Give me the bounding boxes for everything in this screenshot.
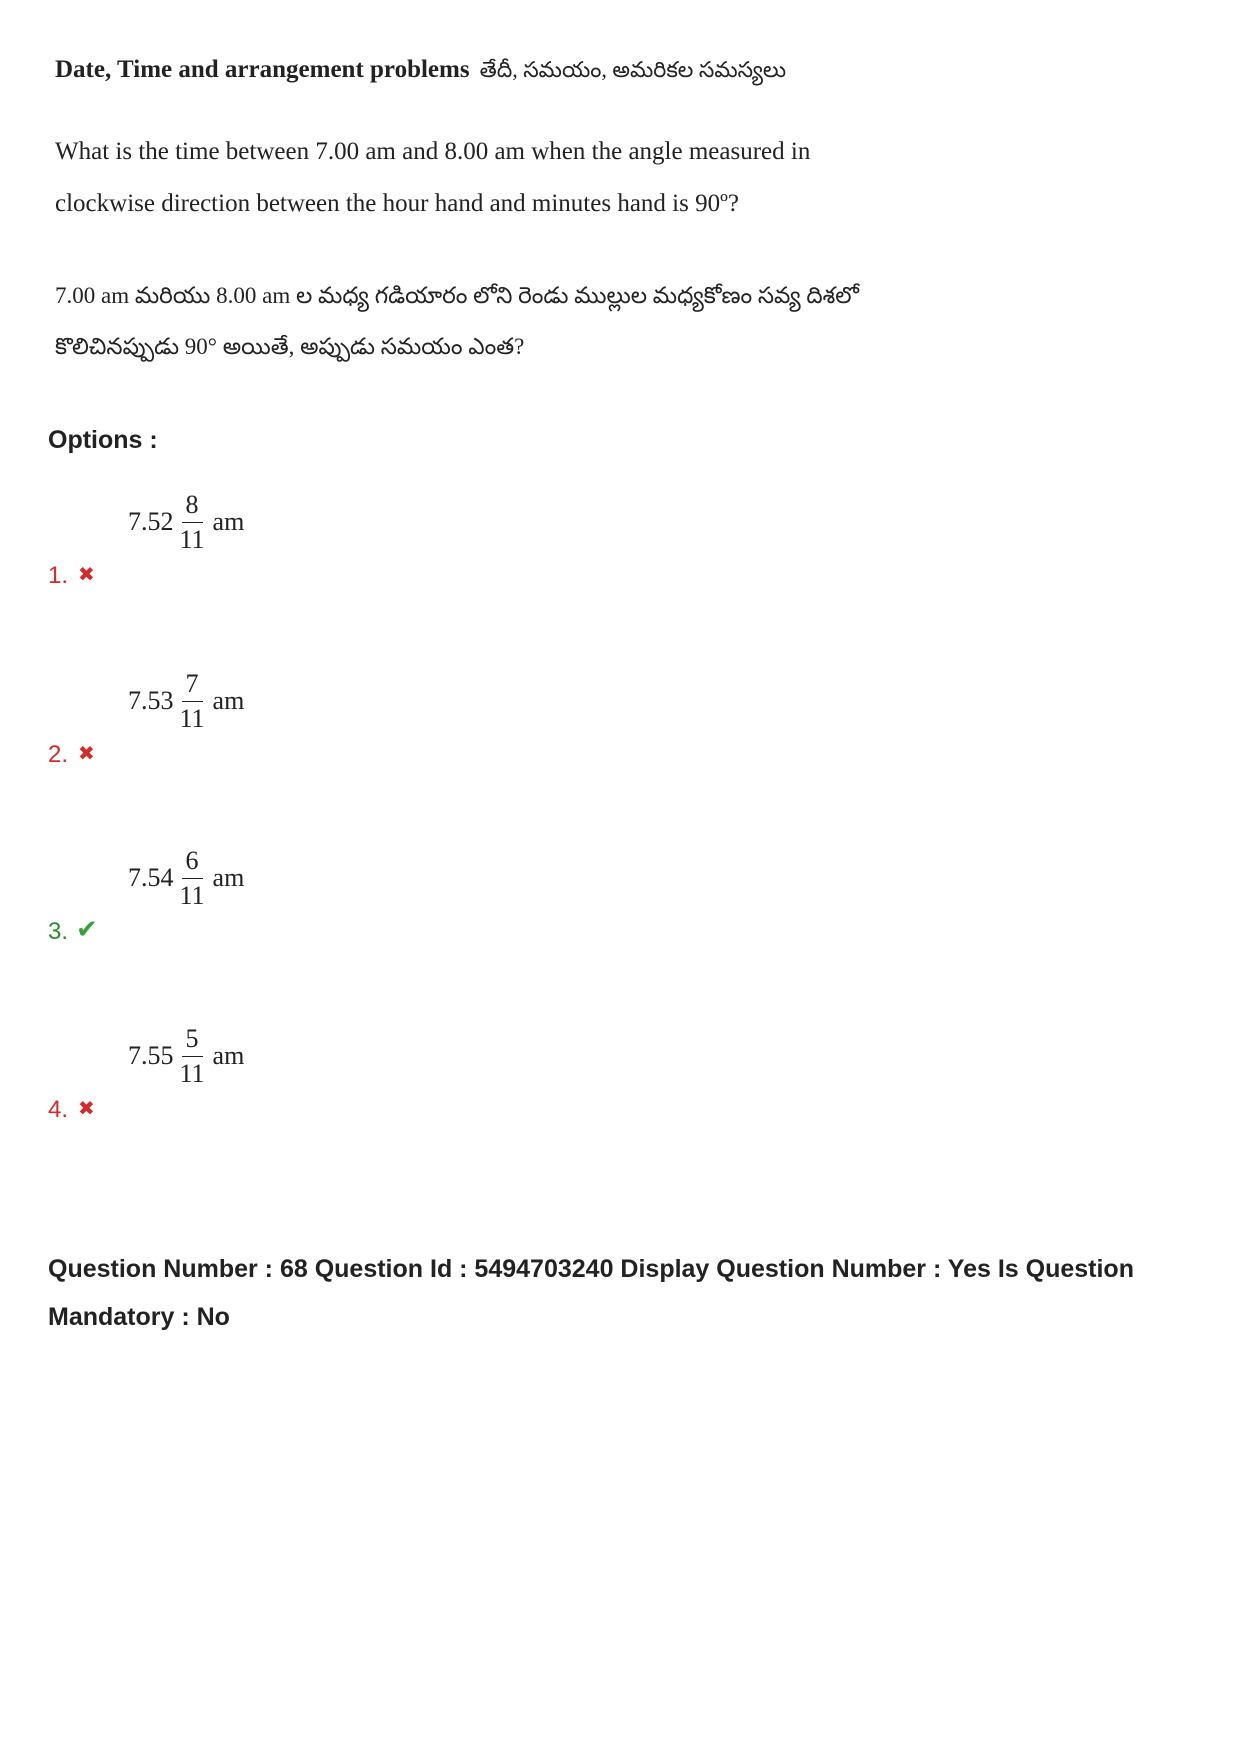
option-unit: am xyxy=(212,507,245,536)
option-whole: 7.52 xyxy=(128,507,174,536)
option-whole: 7.55 xyxy=(128,1041,174,1070)
option-number: 2. xyxy=(48,741,69,768)
fraction-numerator: 5 xyxy=(182,1022,203,1057)
option-2[interactable] xyxy=(48,661,448,781)
option-fraction xyxy=(180,488,205,557)
option-fraction xyxy=(180,844,205,913)
question-text-te-line2: కొలిచినప్పుడు 90° అయితే, అప్పుడు సమయం ఎంత? xyxy=(55,334,525,359)
fraction-denominator: 11 xyxy=(179,703,205,733)
question-metadata xyxy=(48,1245,1198,1341)
option-number: 3. xyxy=(48,918,69,945)
fraction-denominator: 11 xyxy=(179,880,205,910)
fraction-numerator: 8 xyxy=(182,488,203,523)
fraction-numerator: 6 xyxy=(182,844,203,879)
option-expression xyxy=(128,838,244,918)
fraction-denominator: 11 xyxy=(179,1058,205,1088)
fraction-denominator: 11 xyxy=(179,524,205,554)
cross-icon: ✖ xyxy=(78,564,95,586)
option-number: 1. xyxy=(48,562,69,589)
heading-telugu: తేదీ, సమయం, అమరికల సమస్యలు xyxy=(479,57,787,82)
option-expression xyxy=(128,482,244,562)
question-heading xyxy=(55,56,786,88)
option-unit: am xyxy=(212,863,245,892)
question-text-en-line2: clockwise direction between the hour hand and minutes hand is 90º? xyxy=(55,190,739,217)
check-icon: ✔ xyxy=(76,914,98,944)
option-whole: 7.54 xyxy=(128,863,174,892)
option-3[interactable] xyxy=(48,838,448,958)
option-fraction xyxy=(180,667,205,736)
option-4[interactable] xyxy=(48,1016,448,1136)
question-text-en-line1: What is the time between 7.00 am and 8.00 am when the angle measured in xyxy=(55,138,811,165)
question-text-te-line1: 7.00 am మరియు 8.00 am ల మధ్య గడియారం లోని రెండు ముల్లుల మధ్యకోణం సవ్య దిశలో xyxy=(55,283,859,308)
option-expression xyxy=(128,1016,244,1096)
cross-icon: ✖ xyxy=(78,743,95,765)
option-1[interactable] xyxy=(48,482,448,602)
heading-english: Date, Time and arrangement problems xyxy=(55,56,470,83)
metadata-line-2: Mandatory : No xyxy=(48,1303,230,1331)
option-expression xyxy=(128,661,244,741)
option-unit: am xyxy=(212,1041,245,1070)
metadata-line-1: Question Number : 68 Question Id : 5494703240 Display Question Number : Yes Is Question xyxy=(48,1255,1134,1283)
options-label: Options : xyxy=(48,426,158,454)
option-fraction xyxy=(180,1022,205,1091)
option-unit: am xyxy=(212,686,245,715)
cross-icon: ✖ xyxy=(78,1098,95,1120)
option-number: 4. xyxy=(48,1096,69,1123)
option-whole: 7.53 xyxy=(128,686,174,715)
fraction-numerator: 7 xyxy=(182,667,203,702)
